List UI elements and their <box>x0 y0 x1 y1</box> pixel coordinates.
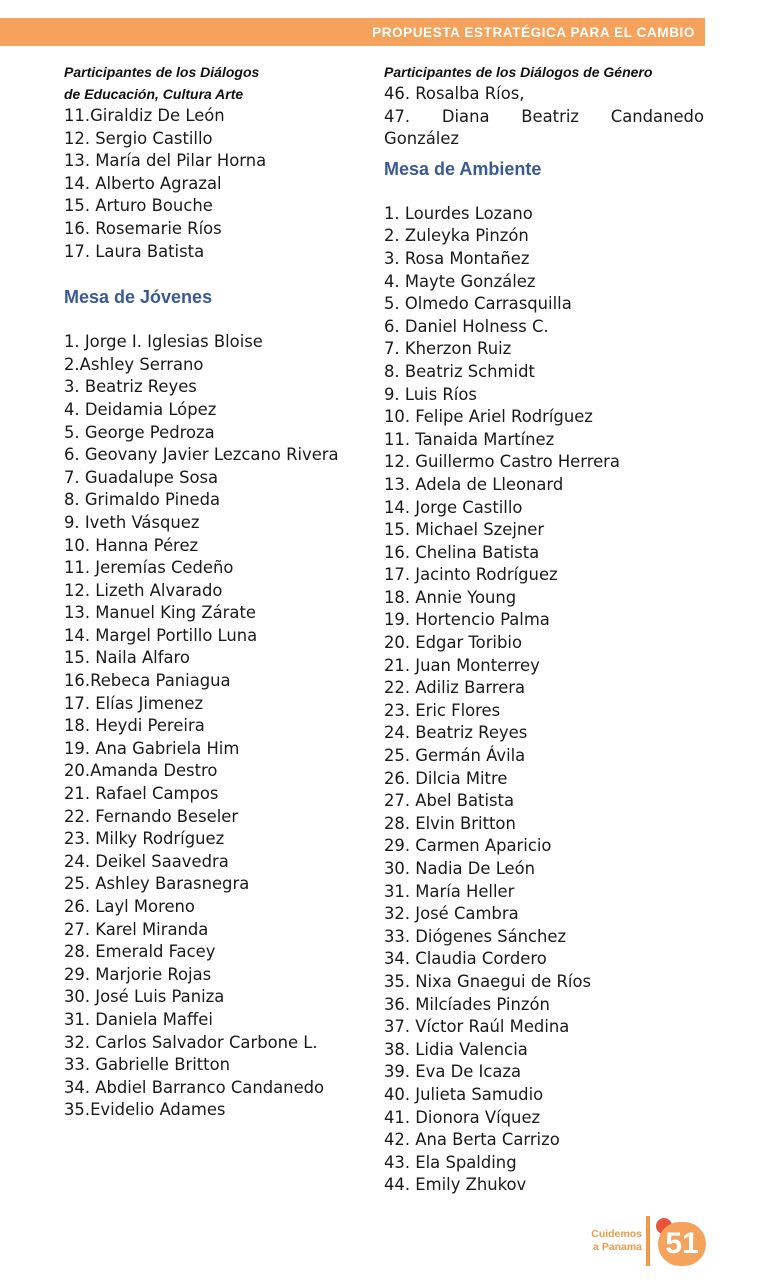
list-item: 21. Juan Monterrey <box>384 655 540 675</box>
list-item: 32. Carlos Salvador Carbone L. <box>64 1032 318 1052</box>
list-item: 24. Beatriz Reyes <box>384 723 528 743</box>
list-item: 12. Lizeth Alvarado <box>64 580 223 600</box>
list-item: 29. Marjorie Rojas <box>64 964 212 984</box>
list-item: 14. Alberto Agrazal <box>64 173 222 193</box>
footer-divider <box>646 1216 650 1266</box>
list-item: 18. Heydi Pereira <box>64 716 205 736</box>
list-item: 35. Nixa Gnaegui de Ríos <box>384 971 592 991</box>
list-item: 5. Olmedo Carrasquilla <box>384 294 572 314</box>
list-item: 11.Giraldiz De León <box>64 106 225 125</box>
header-banner <box>0 18 705 46</box>
list-item: 15. Michael Szejner <box>384 520 545 540</box>
list-item: 36. Milcíades Pinzón <box>384 994 550 1014</box>
list-item: 6. Daniel Holness C. <box>384 316 549 336</box>
list-item: 34. Claudia Cordero <box>384 949 547 969</box>
list-item: 19. Hortencio Palma <box>384 610 550 630</box>
page-number: 51 <box>658 1222 706 1266</box>
list-item: 42. Ana Berta Carrizo <box>384 1130 560 1150</box>
list-item: 31. María Heller <box>384 881 515 901</box>
list-item: 2.Ashley Serrano <box>64 354 204 374</box>
list-item: 25. Ashley Barasnegra <box>64 874 250 894</box>
list-item: 31. Daniela Maffei <box>64 1009 213 1029</box>
list-item: 10. Felipe Ariel Rodríguez <box>384 407 593 427</box>
left-column <box>64 60 369 1122</box>
list-item: 12. Guillermo Castro Herrera <box>384 452 620 472</box>
list-item: 14. Jorge Castillo <box>384 497 523 517</box>
list-item: 4. Deidamia López <box>64 399 217 419</box>
list-item: 15. Arturo Bouche <box>64 196 213 216</box>
list-item: 46. Rosalba Ríos, <box>384 84 525 103</box>
list-item: 41. Dionora Víquez <box>384 1107 541 1127</box>
list-item: 11. Jeremías Cedeño <box>64 558 234 578</box>
list-item: 23. Milky Rodríguez <box>64 829 225 849</box>
list-item: 23. Eric Flores <box>384 700 501 720</box>
list-item: 1. Jorge I. Iglesias Bloise <box>64 332 263 352</box>
list-item: 37. Víctor Raúl Medina <box>384 1017 570 1037</box>
list-item: 17. Jacinto Rodríguez <box>384 565 558 585</box>
list-item: 22. Fernando Beseler <box>64 806 239 826</box>
jovenes-section-title: Mesa de Jóvenes <box>64 287 213 308</box>
ambiente-list <box>384 203 704 1197</box>
list-item: 9. Luis Ríos <box>384 384 477 404</box>
list-item: 18. Annie Young <box>384 587 517 607</box>
list-item: 30. Nadia De León <box>384 859 536 878</box>
jovenes-list <box>64 331 369 1122</box>
list-item: 1. Lourdes Lozano <box>384 203 533 223</box>
list-item: 10. Hanna Pérez <box>64 535 199 555</box>
list-item: 15. Naila Alfaro <box>64 648 190 668</box>
list-item: 13. María del Pilar Horna <box>64 151 267 171</box>
educacion-subheading-line2: de Educación, Cultura Arte <box>64 86 244 102</box>
ambiente-section-title: Mesa de Ambiente <box>384 158 542 179</box>
list-item: 20. Edgar Toribio <box>384 633 522 653</box>
footer-logo <box>580 1216 710 1266</box>
list-item: 20.Amanda Destro <box>64 761 218 781</box>
list-item: 12. Sergio Castillo <box>64 128 213 148</box>
list-item: 8. Beatriz Schmidt <box>384 361 535 381</box>
list-item: 27. Karel Miranda <box>64 919 209 939</box>
list-item: 29. Carmen Aparicio <box>384 836 552 856</box>
list-item: 33. Diógenes Sánchez <box>384 926 567 946</box>
list-item: 22. Adiliz Barrera <box>384 678 526 698</box>
list-item: 27. Abel Batista <box>384 791 515 811</box>
list-item: 3. Beatriz Reyes <box>64 377 197 397</box>
right-column <box>384 60 704 1197</box>
list-item: 32. José Cambra <box>384 904 519 924</box>
list-item: 21. Rafael Campos <box>64 784 219 804</box>
list-item: 38. Lidia Valencia <box>384 1039 528 1059</box>
list-item: 19. Ana Gabriela Him <box>64 738 240 758</box>
header-banner-text: PROPUESTA ESTRATÉGICA PARA EL CAMBIO <box>372 24 695 40</box>
footer-logo-text <box>580 1228 642 1254</box>
list-item: 6. Geovany Javier Lezcano Rivera <box>64 445 339 465</box>
list-item: 7. Guadalupe Sosa <box>64 467 219 487</box>
list-item: 16. Chelina Batista <box>384 542 540 562</box>
list-item: 28. Elvin Britton <box>384 813 516 833</box>
list-item: 13. Adela de Lleonard <box>384 474 564 494</box>
list-item: 3. Rosa Montañez <box>384 248 530 268</box>
list-item: 26. Layl Moreno <box>64 897 195 916</box>
list-item: 16. Rosemarie Ríos <box>64 218 222 238</box>
list-item: 33. Gabrielle Britton <box>64 1055 231 1075</box>
list-item: 11. Tanaida Martínez <box>384 429 555 449</box>
list-item: 8. Grimaldo Pineda <box>64 490 221 510</box>
list-item: 2. Zuleyka Pinzón <box>384 226 529 246</box>
list-item: 39. Eva De Icaza <box>384 1062 522 1082</box>
list-item: 28. Emerald Facey <box>64 942 216 962</box>
list-item: 24. Deikel Saavedra <box>64 851 229 871</box>
list-item: 5. George Pedroza <box>64 422 215 442</box>
list-item: 17. Laura Batista <box>64 241 205 261</box>
genero-list <box>384 83 704 151</box>
educacion-subheading-line1: Participantes de los Diálogos <box>64 64 260 80</box>
list-item: 26. Dilcia Mitre <box>384 768 508 788</box>
list-item: 34. Abdiel Barranco Candanedo <box>64 1077 325 1097</box>
list-item: González <box>384 129 460 149</box>
list-item: 30. José Luis Paniza <box>64 987 225 1007</box>
list-item: 40. Julieta Samudio <box>384 1084 544 1104</box>
list-item: 16.Rebeca Paniagua <box>64 671 231 691</box>
list-item: 44. Emily Zhukov <box>384 1175 527 1195</box>
genero-subheading: Participantes de los Diálogos de Género <box>384 64 653 80</box>
footer-logo-line1: Cuidemos <box>591 1228 642 1240</box>
list-item: 7. Kherzon Ruiz <box>384 339 512 359</box>
list-item: 43. Ela Spalding <box>384 1152 517 1172</box>
list-item: 14. Margel Portillo Luna <box>64 625 258 645</box>
list-item: 17. Elías Jimenez <box>64 693 204 713</box>
list-item: 35.Evidelio Adames <box>64 1100 226 1120</box>
list-item: 47. Diana Beatriz Candanedo <box>384 106 704 126</box>
list-item: 4. Mayte González <box>384 271 536 291</box>
footer-logo-line2: a Panama <box>592 1241 642 1253</box>
educacion-list <box>64 105 369 263</box>
list-item: 13. Manuel King Zárate <box>64 603 256 623</box>
list-item: 25. Germán Ávila <box>384 746 526 766</box>
list-item: 9. Iveth Vásquez <box>64 512 200 532</box>
